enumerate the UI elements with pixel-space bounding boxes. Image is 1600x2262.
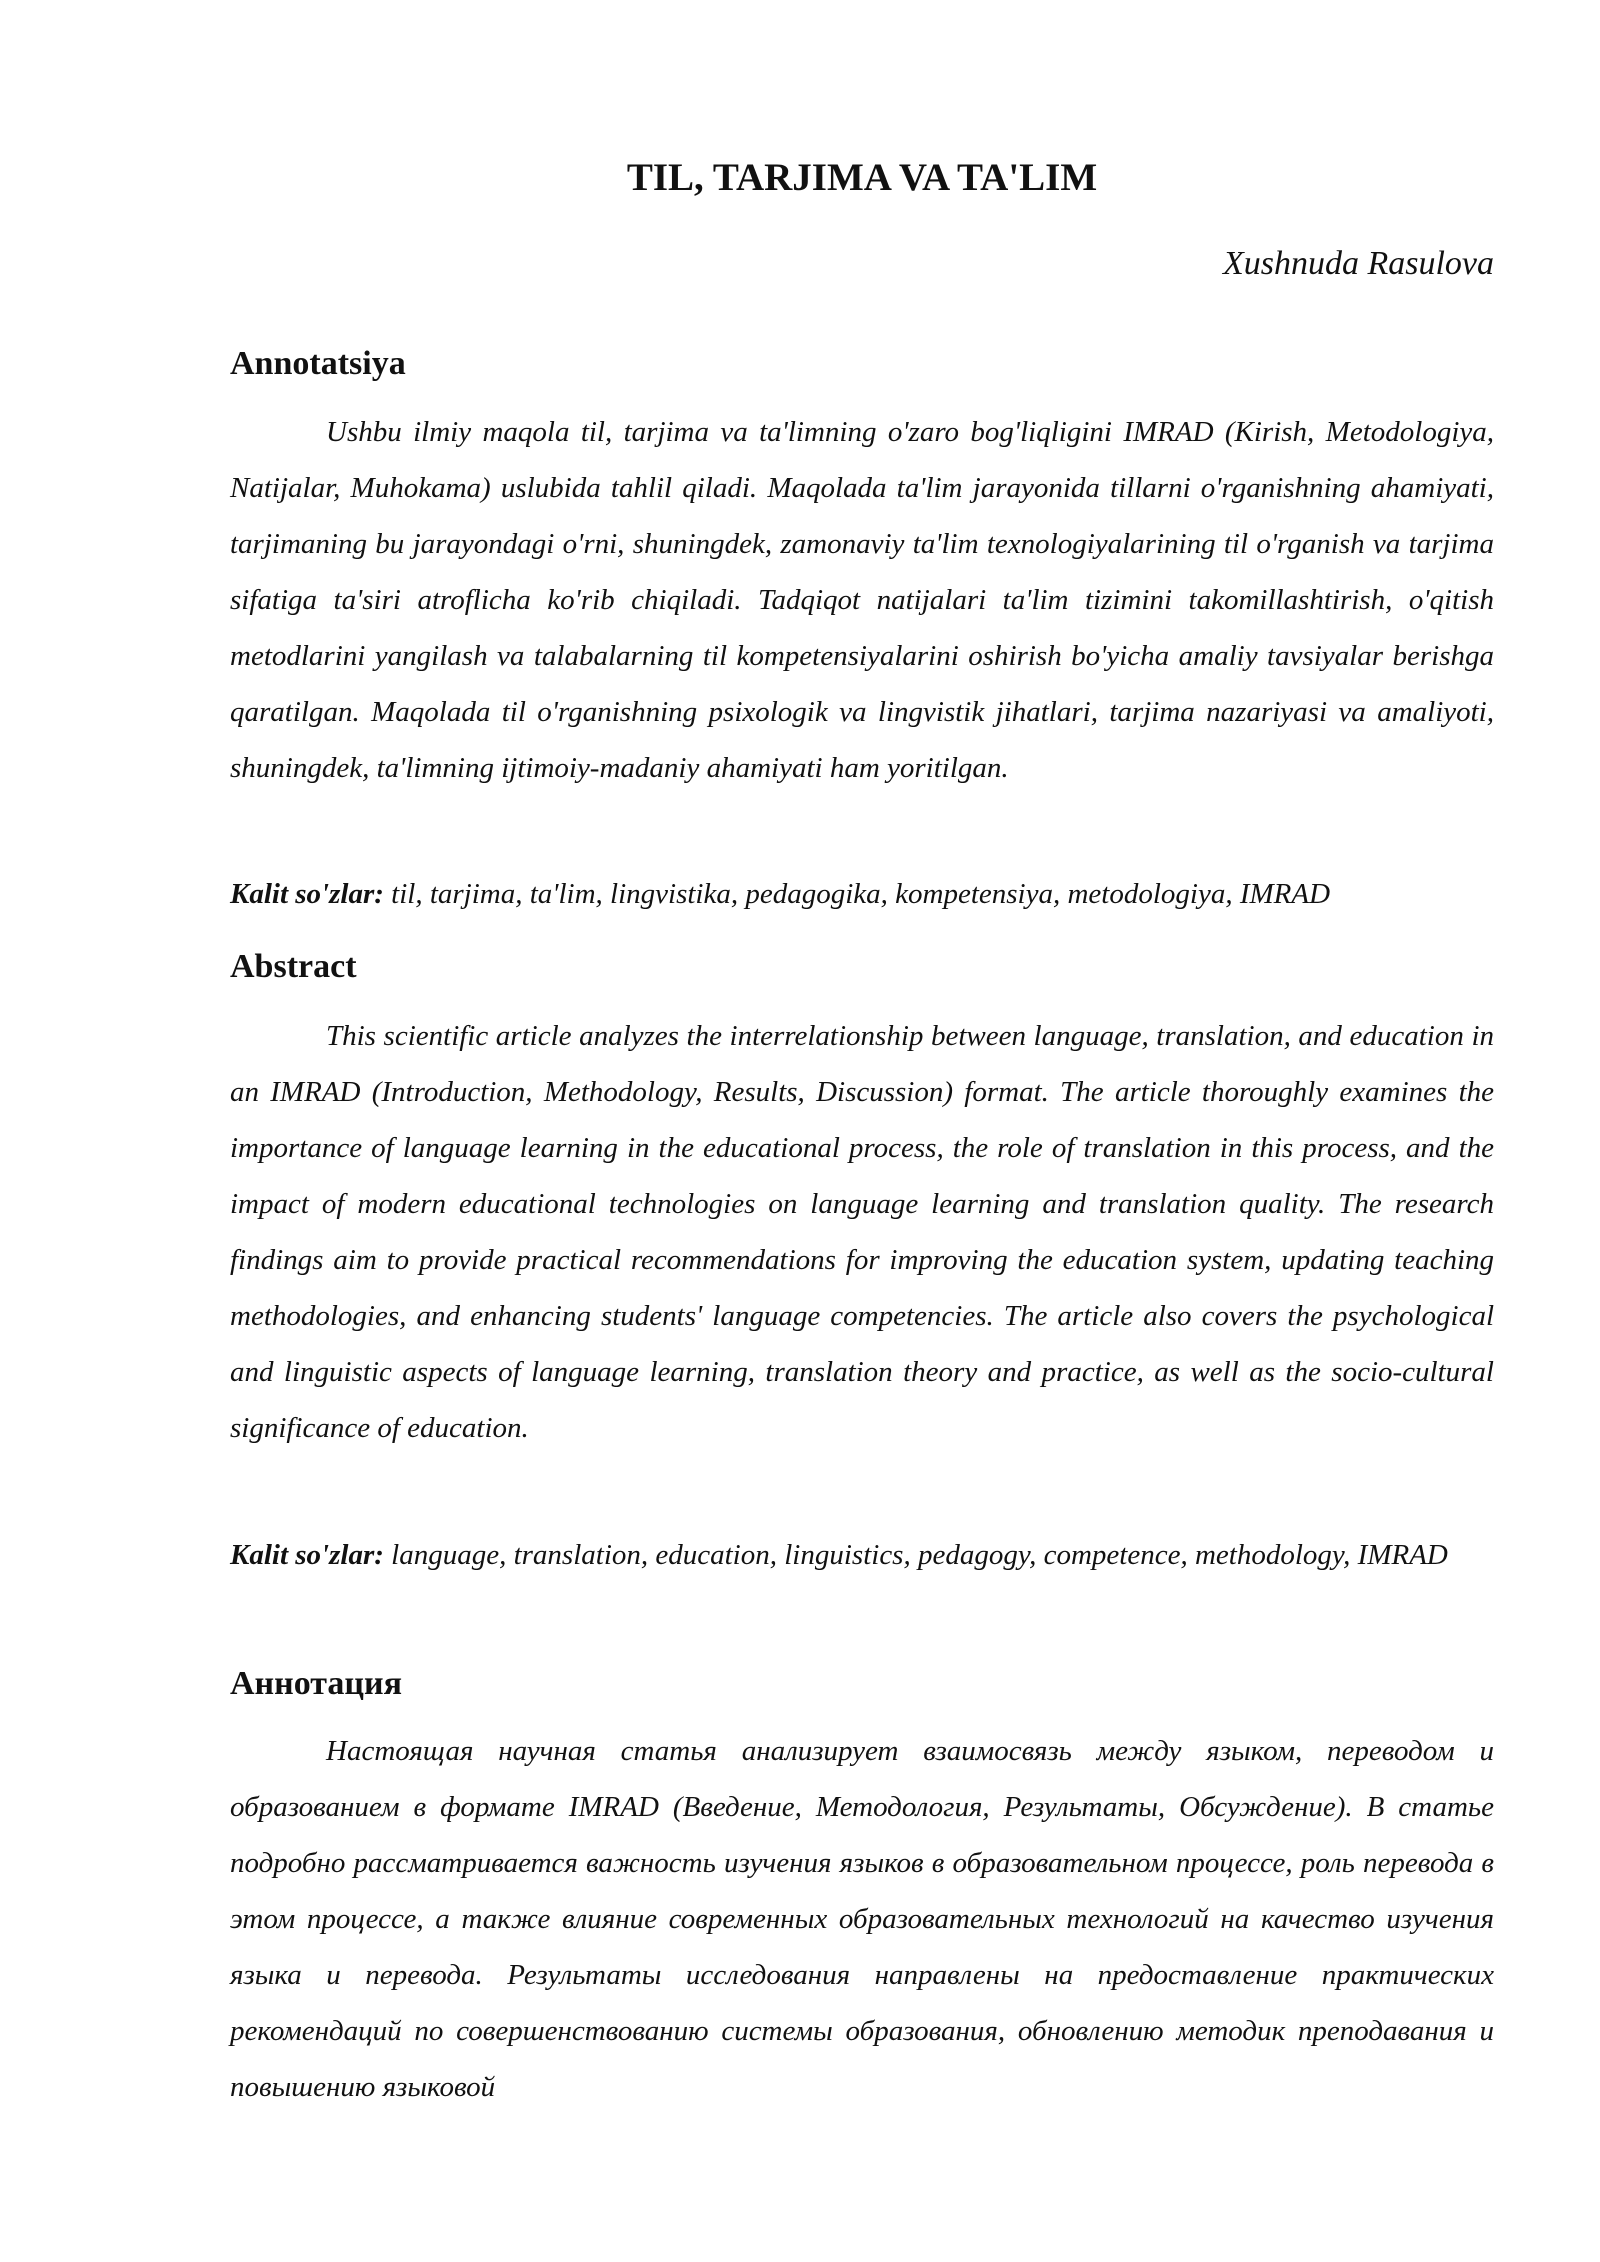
paper-title: TIL, TARJIMA VA TA'LIM [626,156,1098,199]
annotatsiya-ru-body: Настоящая научная статья анализирует взаимосвязь между языком, переводом и образованием в формате IMRAD (Введение, Методология, Результаты, Обсуждение). В статье подробно рассматривается важность изучения языков в образовательном процессе, роль перевода в этом процессе, а также влияние современных образовательных технологий на качество изучения языка и перевода. Результаты исследования направлены на предоставление практических рекомендаций по совершенствованию системы образования, обновлению методик преподавания и повышению языковой [230,1735,1494,2103]
keywords-label: Kalit so'zlar: [230,1539,384,1571]
keywords-text: til, tarjima, ta'lim, lingvistika, pedagogika, kompetensiya, metodologiya, IMRAD [383,878,1331,910]
annotatsiya-body: Ushbu ilmiy maqola til, tarjima va ta'limning o'zaro bog'liqligini IMRAD (Kirish, Metodologiya, Natijalar, Muhokama) uslubida tahlil qiladi. Maqolada ta'lim jarayonida tillarni o'rganishning ahamiyati, tarjimaning bu jarayondagi o'rni, shuningdek, zamonaviy ta'lim texnologiyalarining til o'rganish va tarjima sifatiga ta'siri atroflicha ko'rib chiqiladi. Tadqiqot natijalari ta'lim tizimini takomillashtirish, o'qitish metodlarini yangilash va talabalarning til kompetensiyalarini oshirish bo'yicha amaliy tavsiyalar berishga qaratilgan. Maqolada til o'rganishning psixologik va lingvistik jihatlari, tarjima nazariyasi va amaliyoti, shuningdek, ta'limning ijtimoiy-madaniy ahamiyati ham yoritilgan. [230,416,1494,784]
keywords-text: language, translation, education, linguistics, pedagogy, competence, methodology, IMRAD [383,1539,1448,1571]
keywords-label: Kalit so'zlar: [230,878,384,910]
annotatsiya-heading: Annotatsiya [230,345,406,382]
abstract-body: This scientific article analyzes the interrelationship between language, translation, and education in an IMRAD (Introduction, Methodology, Results, Discussion) format. The article thoroughly examines the importance of language learning in the educational process, the role of translation in this process, and the impact of modern educational technologies on language learning and translation quality. The research findings aim to provide practical recommendations for improving the education system, updating teaching methodologies, and enhancing students' language competencies. The article also covers the psychological and linguistic aspects of language learning, translation theory and practice, as well as the socio-cultural significance of education. [230,1020,1494,1444]
abstract-heading: Abstract [230,948,357,985]
annotatsiya-ru-heading: Аннотация [230,1665,402,1702]
abstract-keywords [230,1527,1494,1583]
annotatsiya-keywords [230,866,1494,922]
author-name: Xushnuda Rasulova [1222,245,1494,282]
